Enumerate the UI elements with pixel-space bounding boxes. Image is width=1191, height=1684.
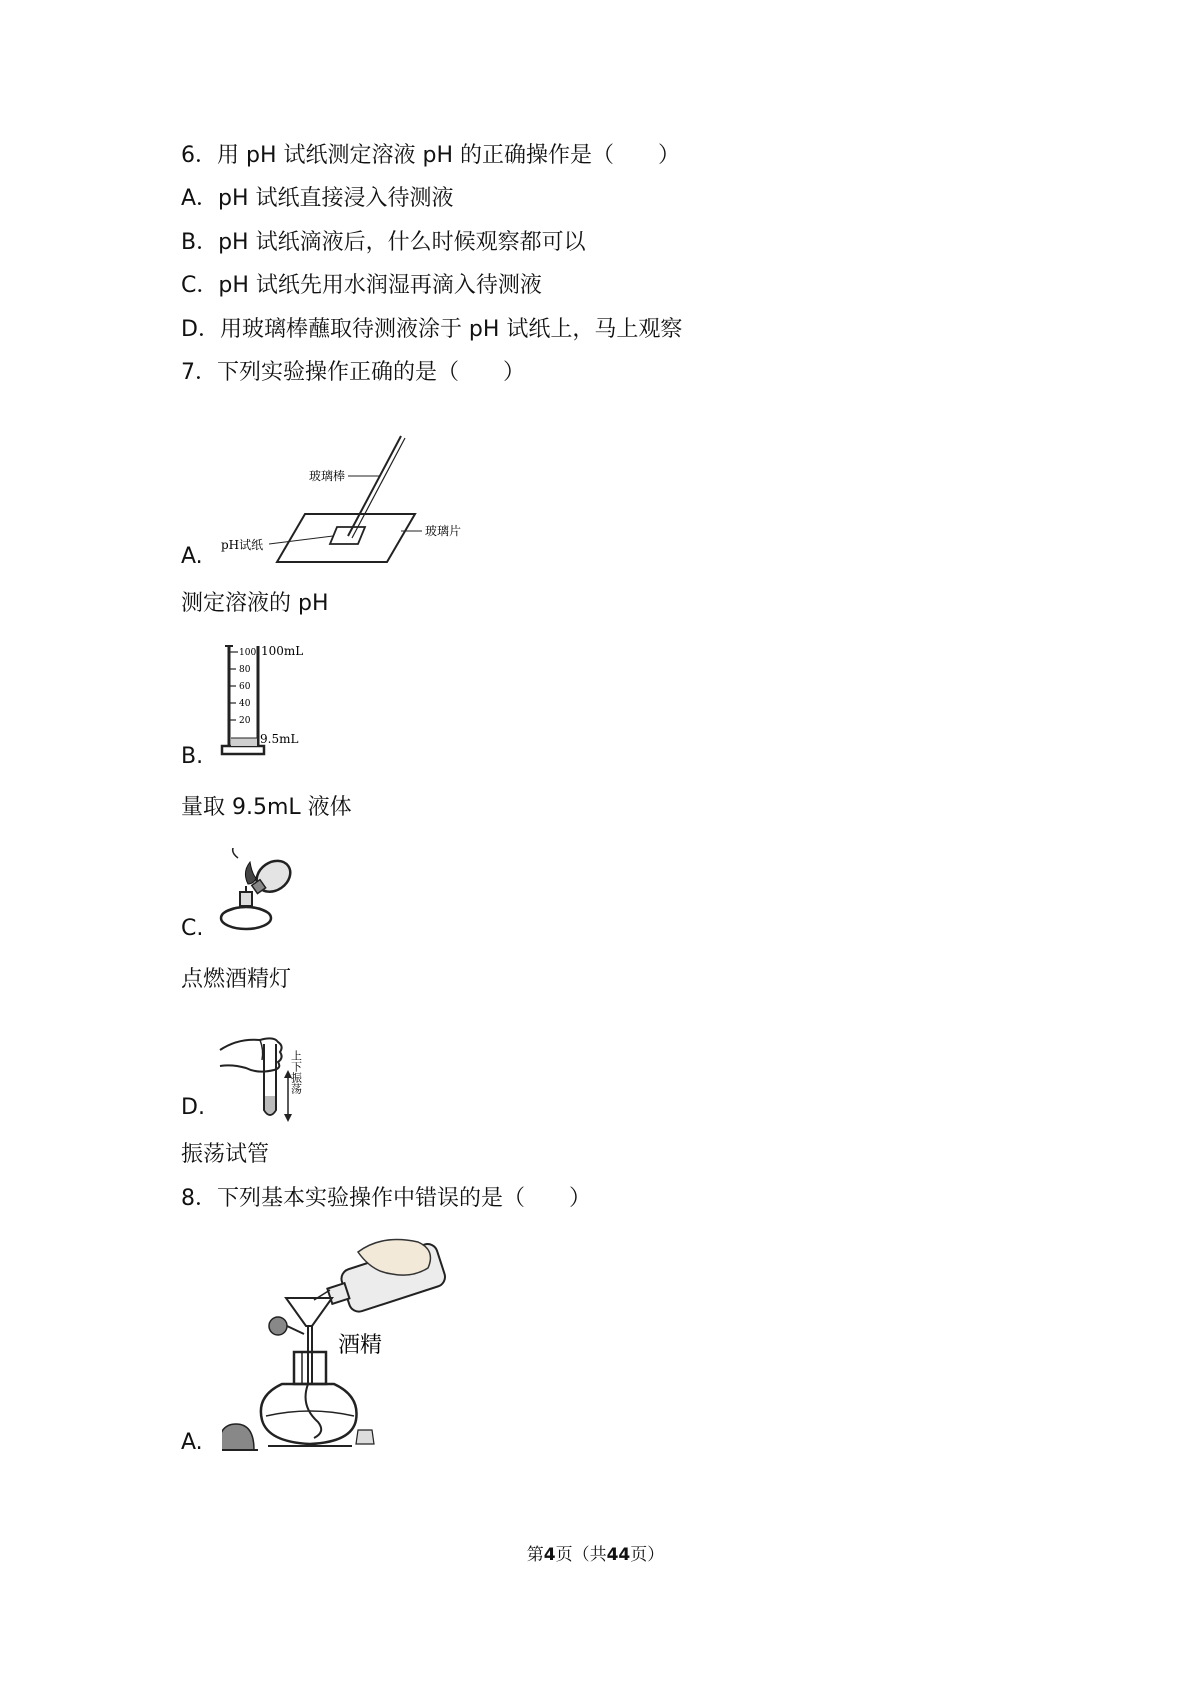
ph-test-figure bbox=[215, 432, 485, 572]
cylinder-capacity-label: 100mL bbox=[261, 644, 304, 658]
option-d-letter: D. bbox=[181, 1095, 205, 1120]
alcohol-lamp-lighting-figure bbox=[216, 848, 306, 938]
alcohol-label: 酒精 bbox=[338, 1333, 383, 1358]
option-b-caption: 量取 9.5mL 液体 bbox=[181, 795, 352, 820]
option-d-caption: 振荡试管 bbox=[181, 1142, 270, 1167]
option-c-letter: C. bbox=[181, 916, 204, 941]
option-a-caption: 测定溶液的 pH bbox=[181, 591, 329, 616]
question-6-option-d: D．用玻璃棒蘸取待测液涂于 pH 试纸上，马上观察 bbox=[181, 317, 683, 342]
option-b-letter: B. bbox=[181, 744, 204, 769]
glass-plate-shape bbox=[277, 514, 415, 562]
glass-rod-label: 玻璃棒 bbox=[309, 469, 346, 483]
option-a-letter: A. bbox=[181, 544, 203, 569]
question-6-stem: 6．用 pH 试纸测定溶液 pH 的正确操作是（ ） bbox=[181, 143, 680, 168]
svg-text:100: 100 bbox=[239, 648, 257, 658]
shake-test-tube-figure bbox=[218, 1020, 318, 1126]
cylinder-reading-label: 9.5mL bbox=[260, 732, 299, 746]
question-7-stem: 7．下列实验操作正确的是（ ） bbox=[181, 360, 525, 385]
question-8-stem: 8．下列基本实验操作中错误的是（ ） bbox=[181, 1186, 591, 1211]
footer-suffix: 页） bbox=[630, 1545, 665, 1565]
svg-text:80: 80 bbox=[239, 665, 251, 675]
cylinder-base bbox=[222, 746, 264, 754]
question-8-option-a-letter: A. bbox=[181, 1430, 203, 1455]
footer-total-pages: 44 bbox=[606, 1545, 631, 1565]
glass-rod-shape bbox=[348, 436, 401, 536]
page-footer bbox=[0, 1543, 1191, 1567]
question-6-option-b: B．pH 试纸滴液后，什么时候观察都可以 bbox=[181, 230, 586, 255]
svg-text:60: 60 bbox=[239, 682, 251, 692]
question-6-option-c: C．pH 试纸先用水润湿再滴入待测液 bbox=[181, 273, 542, 298]
footer-middle: 页（共 bbox=[555, 1545, 607, 1565]
footer-prefix: 第 bbox=[526, 1545, 544, 1565]
ph-paper-label: pH试纸 bbox=[221, 538, 264, 552]
svg-text:20: 20 bbox=[239, 716, 251, 726]
option-c-caption: 点燃酒精灯 bbox=[181, 967, 292, 992]
graduated-cylinder-figure bbox=[220, 642, 330, 760]
shake-motion-label: 上下振荡 bbox=[289, 1050, 303, 1094]
footer-page-number: 4 bbox=[543, 1545, 556, 1565]
question-6-option-a: A．pH 试纸直接浸入待测液 bbox=[181, 186, 454, 211]
add-alcohol-figure bbox=[222, 1234, 452, 1460]
glass-plate-label: 玻璃片 bbox=[425, 524, 462, 538]
svg-text:40: 40 bbox=[239, 699, 251, 709]
